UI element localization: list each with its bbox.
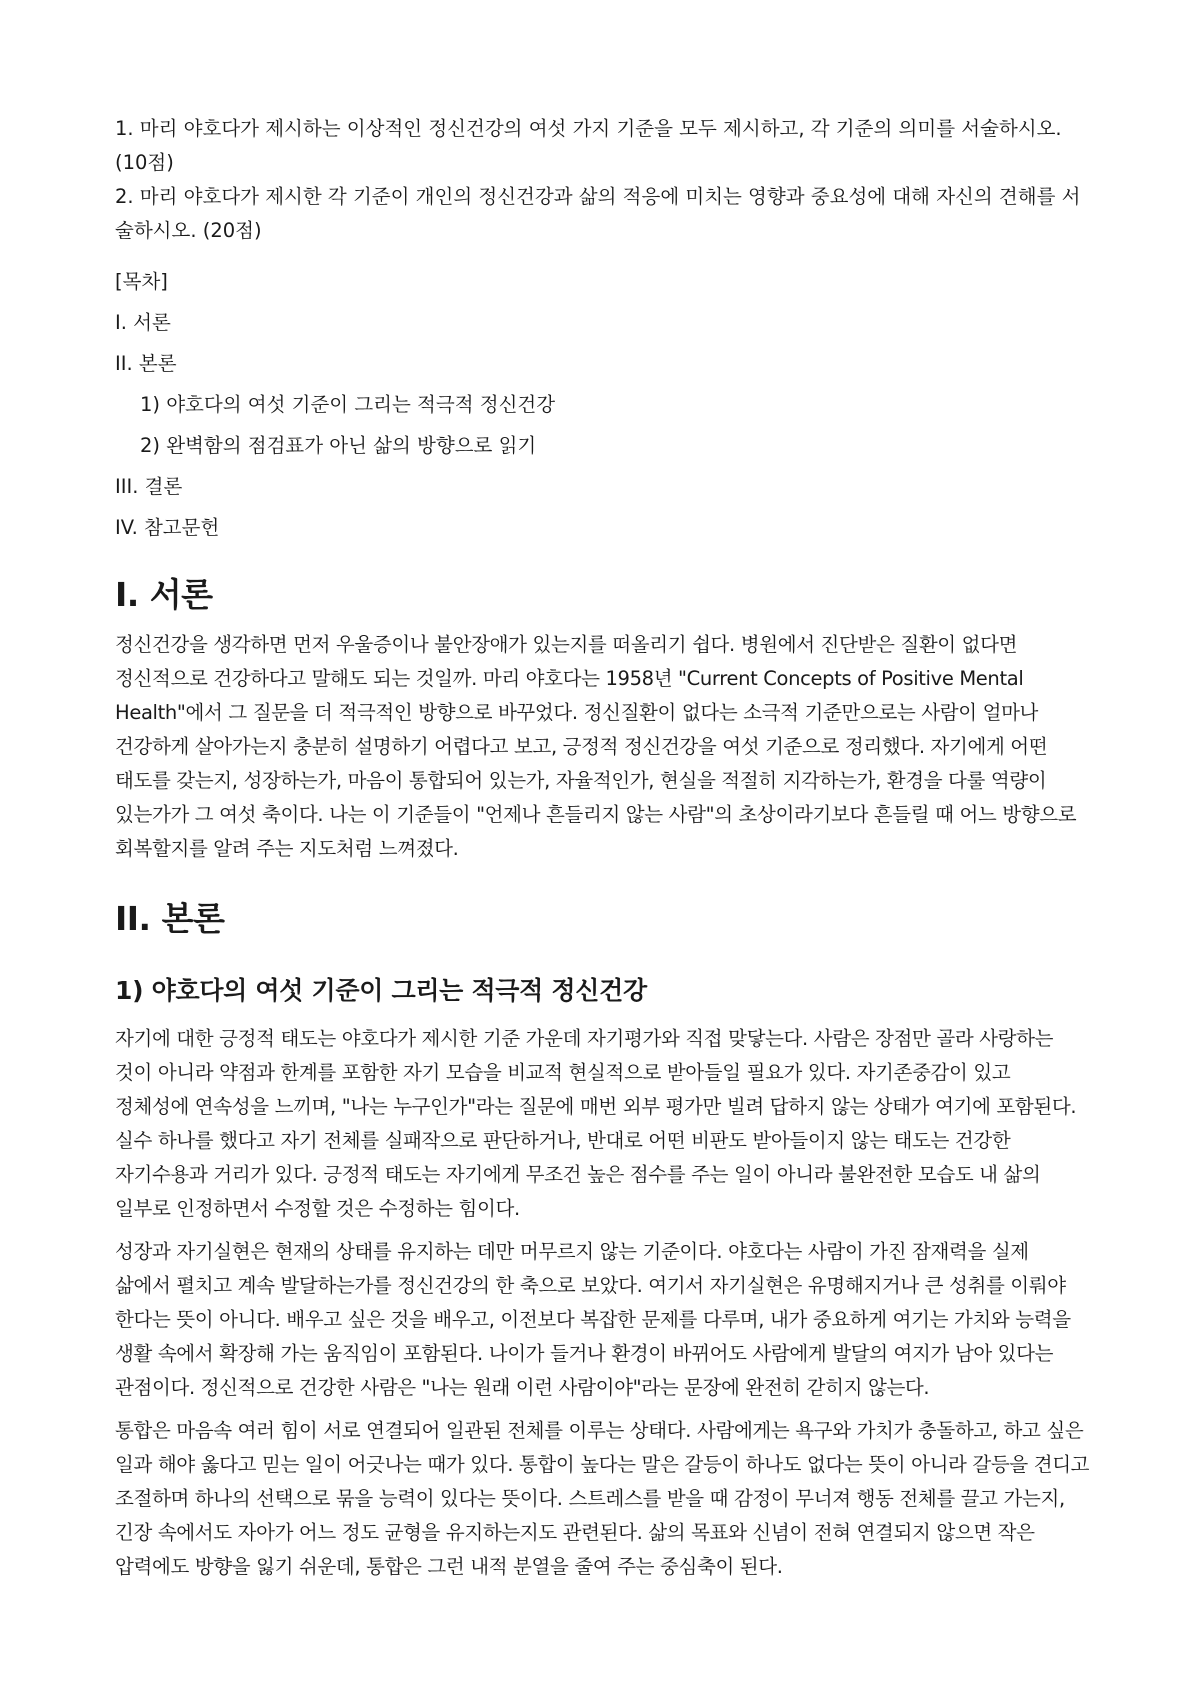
question-1: 1. 마리 야호다가 제시하는 이상적인 정신건강의 여섯 가지 기준을 모두 제시하고, 각 기준의 의미를 서술하시오. (10점) [115,117,1062,174]
toc-item-conclusion: III. 결론 [115,475,183,498]
intro-paragraph: 정신건강을 생각하면 먼저 우울증이나 불안장애가 있는지를 떠올리기 쉽다. 병원에서 진단받은 질환이 없다면 정신적으로 건강하다고 말해도 되는 것일까. 마리 야호다는 1958년 "Current Concepts of Positive Mental Health"에서 그 질문을 더 적극적인 방향으로 바꾸었다. 정신질환이 없다는 소극적 기준만으로는 사람이 얼마나 건강하게 살아가는지 충분히 설명하기 어렵다고 보고, 긍정적 정신건강을 여섯 기준으로 정리했다. 자기에게 어떤 태도를 갖는지, 성장하는가, 마음이 통합되어 있는가, 자율적인가, 현실을 적절히 지각하는가, 환경을 다룰 역량이 있는가가 그 여섯 축이다. 나는 이 기준들이 "언제나 흔들리지 않는 사람"의 초상이라기보다 흔들릴 때 어느 방향으로 회복할지를 알려 주는 지도처럼 느껴졌다. [115,633,1077,860]
section-heading-body: II. 본론 [115,899,225,938]
toc-item-references: IV. 참고문헌 [115,516,220,539]
body-paragraph-2: 성장과 자기실현은 현재의 상태를 유지하는 데만 머무르지 않는 기준이다. 야호다는 사람이 가진 잠재력을 실제 삶에서 펼치고 계속 발달하는가를 정신건강의 한 축으로 보았다. 여기서 자기실현은 유명해지거나 큰 성취를 이뤄야 한다는 뜻이 아니다. 배우고 싶은 것을 배우고, 이전보다 복잡한 문제를 다루며, 내가 중요하게 여기는 가치와 능력을 생활 속에서 확장해 가는 움직임이 포함된다. 나이가 들거나 환경이 바뀌어도 사람에게 발달의 여지가 남아 있다는 관점이다. 정신적으로 건강한 사람은 "나는 원래 이런 사람이야"라는 문장에 완전히 갇히지 않는다. [115,1240,1071,1399]
body-paragraph-3: 통합은 마음속 여러 힘이 서로 연결되어 일관된 전체를 이루는 상태다. 사람에게는 욕구와 가치가 충돌하고, 하고 싶은 일과 해야 옳다고 믿는 일이 어긋나는 때가 있다. 통합이 높다는 말은 갈등이 하나도 없다는 뜻이 아니라 갈등을 견디고 조절하며 하나의 선택으로 묶을 능력이 있다는 뜻이다. 스트레스를 받을 때 감정이 무너져 행동 전체를 끌고 가는지, 긴장 속에서도 자아가 어느 정도 균형을 유지하는지도 관련된다. 삶의 목표와 신념이 전혀 연결되지 않으면 작은 압력에도 방향을 잃기 쉬운데, 통합은 그런 내적 분열을 줄여 주는 중심축이 된다. [115,1419,1090,1578]
toc-item-intro: I. 서론 [115,311,171,334]
toc-item-body: II. 본론 [115,352,177,375]
toc-item-body-1: 1) 야호다의 여섯 기준이 그리는 적극적 정신건강 [140,393,556,416]
subsection-heading-1: 1) 야호다의 여섯 기준이 그리는 적극적 정신건강 [115,976,647,1005]
section-heading-intro: I. 서론 [115,575,213,614]
toc-item-body-2: 2) 완벽함의 점검표가 아닌 삶의 방향으로 읽기 [140,434,537,457]
table-of-contents [115,268,1090,542]
body-paragraph-1: 자기에 대한 긍정적 태도는 야호다가 제시한 기준 가운데 자기평가와 직접 맞닿는다. 사람은 장점만 골라 사랑하는 것이 아니라 약점과 한계를 포함한 자기 모습을 비교적 현실적으로 받아들일 필요가 있다. 자기존중감이 있고 정체성에 연속성을 느끼며, "나는 누구인가"라는 질문에 매번 외부 평가만 빌려 답하지 않는 상태가 여기에 포함된다. 실수 하나를 했다고 자기 전체를 실패작으로 판단하거나, 반대로 어떤 비판도 받아들이지 않는 태도는 건강한 자기수용과 거리가 있다. 긍정적 태도는 자기에게 무조건 높은 점수를 주는 일이 아니라 불완전한 모습도 내 삶의 일부로 인정하면서 수정할 것은 수정하는 힘이다. [115,1027,1077,1220]
toc-title: [목차] [115,270,168,293]
question-2: 2. 마리 야호다가 제시한 각 기준이 개인의 정신건강과 삶의 적응에 미치는 영향과 중요성에 대해 자신의 견해를 서술하시오. (20점) [115,185,1081,242]
